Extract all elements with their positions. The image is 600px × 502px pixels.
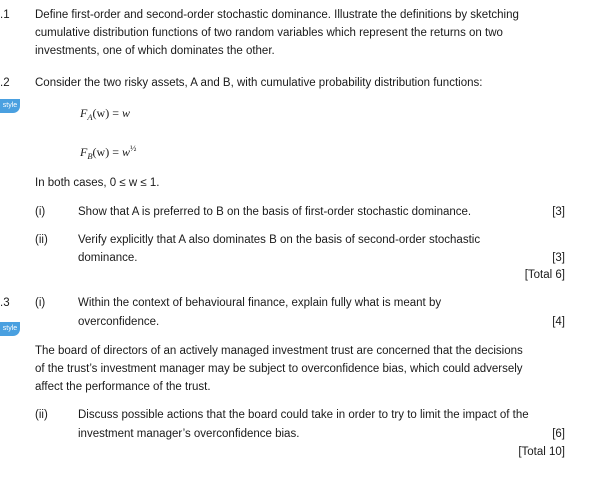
- part-text-3-i-line-1: Within the context of behavioural finance, explain fully what is meant by: [78, 297, 442, 309]
- question-1-line-2: cumulative distribution functions of two random variables which represent the returns on two: [35, 27, 503, 39]
- mark-3-ii: [6]: [552, 428, 565, 440]
- formula-fa-argument: (w): [92, 106, 110, 120]
- question-2-intro: Consider the two risky assets, A and B, with cumulative probability distribution functions:: [35, 77, 483, 89]
- part-text-2-i: Show that A is preferred to B on the basis of first-order stochastic dominance.: [78, 206, 472, 218]
- style-tag-q3[interactable]: style: [0, 322, 20, 336]
- part-text-2-ii-line-2: dominance.: [78, 252, 138, 264]
- formula-fb-argument: (w): [92, 145, 110, 159]
- question-3-number: .3: [0, 297, 10, 309]
- question-3-context-line-3: affect the performance of the trust.: [35, 381, 211, 393]
- part-label-3-i: (i): [35, 297, 46, 309]
- formula-fa-equals: =: [109, 106, 122, 120]
- part-text-3-ii-line-1: Discuss possible actions that the board could take in order to try to limit the impact of the: [78, 409, 529, 421]
- formula-fa: [80, 106, 130, 122]
- mark-2-i: [3]: [552, 206, 565, 218]
- formula-fb: [80, 143, 136, 161]
- formula-fb-symbol: F: [80, 145, 88, 159]
- question-1-number: .1: [0, 9, 10, 21]
- question-3-context-line-1: The board of directors of an actively managed investment trust are concerned that the decisions: [35, 345, 523, 357]
- total-q2: [Total 6]: [524, 269, 565, 281]
- formula-fa-symbol: F: [80, 106, 88, 120]
- formula-fb-subscript: B: [87, 151, 93, 161]
- mark-2-ii: [3]: [552, 252, 565, 264]
- part-label-3-ii: (ii): [35, 409, 48, 421]
- question-3-context-line-2: of the trust’s investment manager may be subject to overconfidence bias, which could adversely: [35, 363, 523, 375]
- part-text-2-ii-line-1: Verify explicitly that A also dominates B on the basis of second-order stochastic: [78, 234, 481, 246]
- part-text-3-i-line-2: overconfidence.: [78, 316, 160, 328]
- formula-fa-subscript: A: [87, 112, 93, 122]
- question-1-line-3: investments, one of which dominates the other.: [35, 45, 275, 57]
- formula-fa-rhs: w: [122, 106, 131, 120]
- mark-3-i: [4]: [552, 316, 565, 328]
- total-q3: [Total 10]: [518, 446, 565, 458]
- question-2-number: .2: [0, 77, 10, 89]
- formula-fb-exponent: ½: [130, 143, 137, 153]
- question-2-cases: In both cases, 0 ≤ w ≤ 1.: [35, 177, 160, 189]
- style-tag-q2[interactable]: style: [0, 99, 20, 113]
- part-label-2-i: (i): [35, 206, 46, 218]
- formula-fb-rhs: w: [122, 145, 131, 159]
- part-text-3-ii-line-2: investment manager’s overconfidence bias.: [78, 428, 300, 440]
- question-1-line-1: Define first-order and second-order stochastic dominance. Illustrate the definitions by sketching: [35, 9, 519, 21]
- formula-fb-equals: =: [109, 145, 122, 159]
- part-label-2-ii: (ii): [35, 234, 48, 246]
